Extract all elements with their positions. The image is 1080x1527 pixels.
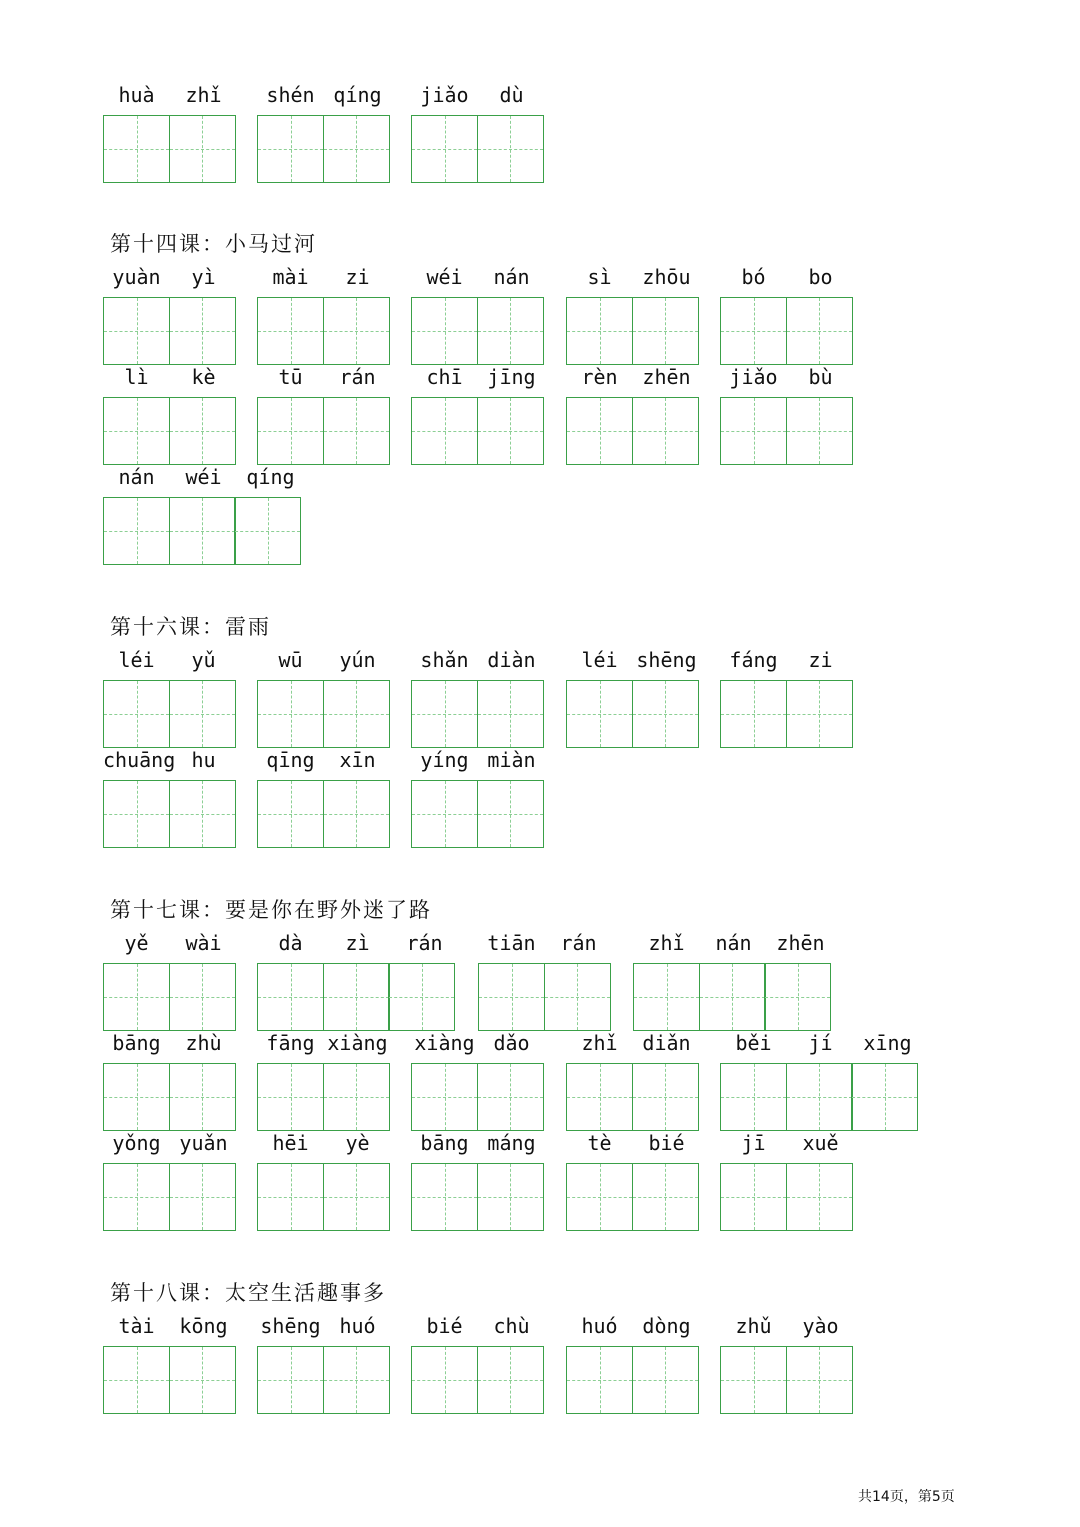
tianzige-writing-box[interactable]	[103, 963, 170, 1031]
word-group	[103, 1130, 237, 1156]
pinyin-label: fáng	[729, 648, 778, 672]
pinyin-label: jiǎo	[420, 83, 469, 107]
word-group	[411, 1130, 545, 1156]
pinyin-label: bié	[426, 1314, 463, 1338]
pinyin-label: zhù	[185, 1031, 222, 1055]
pinyin-label: yuǎn	[179, 1131, 228, 1155]
pinyin-label: xuě	[802, 1131, 839, 1155]
pinyin-label: huó	[339, 1314, 376, 1338]
word-group	[411, 364, 545, 390]
tianzige-writing-box[interactable]	[544, 963, 611, 1031]
tianzige-writing-box[interactable]	[566, 1346, 633, 1414]
pinyin-label: tiān	[487, 931, 536, 955]
pinyin-label: zhǔ	[735, 1314, 772, 1338]
tianzige-writing-box[interactable]	[632, 1063, 699, 1131]
lesson-title: 第十四课：小马过河	[110, 232, 317, 256]
pinyin-label: jī	[741, 1131, 766, 1155]
pinyin-label: běi	[735, 1031, 772, 1055]
pinyin-label: bāng	[112, 1031, 161, 1055]
tianzige-writing-box[interactable]	[720, 297, 787, 365]
pinyin-label: xīn	[339, 748, 376, 772]
word-group	[720, 364, 854, 390]
tianzige-writing-box[interactable]	[103, 1346, 170, 1414]
word-group	[720, 647, 854, 673]
tianzige-writing-box[interactable]	[323, 780, 390, 848]
pinyin-label: zhǐ	[185, 83, 222, 107]
tianzige-writing-box[interactable]	[411, 297, 478, 365]
tianzige-writing-box[interactable]	[786, 297, 853, 365]
pinyin-label: dù	[499, 83, 524, 107]
tianzige-writing-box[interactable]	[257, 680, 324, 748]
pinyin-label: xiàng	[327, 1031, 388, 1055]
tianzige-writing-box[interactable]	[477, 1063, 544, 1131]
pinyin-label: bāng	[420, 1131, 469, 1155]
tianzige-writing-box[interactable]	[477, 780, 544, 848]
tianzige-writing-box[interactable]	[477, 1163, 544, 1231]
pinyin-label: xīng	[863, 1031, 912, 1055]
tianzige-writing-box[interactable]	[169, 497, 236, 565]
tianzige-writing-box[interactable]	[103, 115, 170, 183]
tianzige-writing-box[interactable]	[411, 1346, 478, 1414]
pinyin-label: miàn	[487, 748, 536, 772]
pinyin-label: zhēn	[642, 365, 691, 389]
tianzige-writing-box[interactable]	[257, 397, 324, 465]
tianzige-writing-box[interactable]	[323, 680, 390, 748]
pinyin-label: tū	[278, 365, 303, 389]
tianzige-writing-box[interactable]	[169, 115, 236, 183]
tianzige-writing-box[interactable]	[257, 297, 324, 365]
tianzige-writing-box[interactable]	[169, 963, 236, 1031]
pinyin-label: zhōu	[642, 265, 691, 289]
tianzige-writing-box[interactable]	[720, 1163, 787, 1231]
pinyin-label: jīng	[487, 365, 536, 389]
word-group	[257, 1313, 391, 1339]
tianzige-writing-box[interactable]	[411, 397, 478, 465]
tianzige-writing-box[interactable]	[323, 397, 390, 465]
tianzige-writing-box[interactable]	[103, 297, 170, 365]
tianzige-writing-box[interactable]	[477, 1346, 544, 1414]
pinyin-label: wéi	[185, 465, 222, 489]
word-group	[566, 364, 700, 390]
pinyin-label: shǎn	[420, 648, 469, 672]
pinyin-label: tè	[587, 1131, 612, 1155]
word-group	[103, 1313, 237, 1339]
pinyin-label: rán	[339, 365, 376, 389]
word-group	[720, 264, 854, 290]
tianzige-writing-box[interactable]	[323, 963, 390, 1031]
pinyin-label: kōng	[179, 1314, 228, 1338]
tianzige-writing-box[interactable]	[477, 680, 544, 748]
lesson-title: 第十七课：要是你在野外迷了路	[110, 898, 432, 922]
tianzige-writing-box[interactable]	[103, 497, 170, 565]
tianzige-writing-box[interactable]	[786, 1163, 853, 1231]
tianzige-writing-box[interactable]	[632, 1346, 699, 1414]
pinyin-label: diàn	[487, 648, 536, 672]
tianzige-writing-box[interactable]	[323, 1346, 390, 1414]
word-group	[257, 647, 391, 673]
pinyin-label: shēng	[636, 648, 697, 672]
word-group	[633, 930, 834, 956]
tianzige-writing-box[interactable]	[566, 1063, 633, 1131]
tianzige-writing-box[interactable]	[786, 1063, 853, 1131]
tianzige-writing-box[interactable]	[478, 963, 545, 1031]
word-group	[566, 264, 700, 290]
pinyin-label: hēi	[272, 1131, 309, 1155]
pinyin-label: fāng	[266, 1031, 315, 1055]
word-group	[257, 264, 391, 290]
pinyin-label: bié	[648, 1131, 685, 1155]
tianzige-writing-box[interactable]	[633, 963, 700, 1031]
tianzige-writing-box[interactable]	[851, 1063, 918, 1131]
pinyin-label: tài	[118, 1314, 155, 1338]
word-group	[257, 1130, 391, 1156]
tianzige-writing-box[interactable]	[323, 1063, 390, 1131]
tianzige-writing-box[interactable]	[234, 497, 301, 565]
pinyin-label: léi	[118, 648, 155, 672]
pinyin-label: nán	[715, 931, 752, 955]
pinyin-label: wū	[278, 648, 303, 672]
pinyin-label: chuāng	[103, 748, 176, 772]
pinyin-label: rán	[560, 931, 597, 955]
word-group	[411, 1030, 545, 1056]
pinyin-label: diǎn	[642, 1031, 691, 1055]
pinyin-label: lì	[124, 365, 149, 389]
tianzige-writing-box[interactable]	[169, 780, 236, 848]
word-group	[566, 647, 700, 673]
tianzige-writing-box[interactable]	[699, 963, 766, 1031]
word-group	[103, 647, 237, 673]
tianzige-writing-box[interactable]	[103, 680, 170, 748]
tianzige-writing-box[interactable]	[720, 680, 787, 748]
word-group	[411, 1313, 545, 1339]
word-group	[257, 930, 458, 956]
tianzige-writing-box[interactable]	[632, 1163, 699, 1231]
pinyin-label: zhǐ	[581, 1031, 618, 1055]
pinyin-label: shén	[266, 83, 315, 107]
lesson-title: 第十六课：雷雨	[110, 615, 271, 639]
tianzige-writing-box[interactable]	[786, 680, 853, 748]
tianzige-writing-box[interactable]	[388, 963, 455, 1031]
tianzige-writing-box[interactable]	[323, 297, 390, 365]
word-group	[411, 747, 545, 773]
pinyin-label: hu	[191, 748, 216, 772]
pinyin-label: huà	[118, 83, 155, 107]
tianzige-writing-box[interactable]	[323, 1163, 390, 1231]
tianzige-writing-box[interactable]	[323, 115, 390, 183]
tianzige-writing-box[interactable]	[411, 115, 478, 183]
tianzige-writing-box[interactable]	[103, 1163, 170, 1231]
pinyin-label: wéi	[426, 265, 463, 289]
tianzige-writing-box[interactable]	[169, 397, 236, 465]
tianzige-writing-box[interactable]	[411, 680, 478, 748]
pinyin-label: yíng	[420, 748, 469, 772]
tianzige-writing-box[interactable]	[632, 297, 699, 365]
word-group	[411, 82, 545, 108]
pinyin-label: nán	[493, 265, 530, 289]
pinyin-label: léi	[581, 648, 618, 672]
pinyin-label: dà	[278, 931, 303, 955]
tianzige-writing-box[interactable]	[103, 780, 170, 848]
pinyin-label: qíng	[333, 83, 382, 107]
lesson-title: 第十八课：太空生活趣事多	[110, 1281, 386, 1305]
pinyin-label: rán	[406, 931, 443, 955]
pinyin-label: zi	[345, 265, 370, 289]
word-group	[566, 1313, 700, 1339]
pinyin-label: dòng	[642, 1314, 691, 1338]
tianzige-writing-box[interactable]	[169, 1063, 236, 1131]
tianzige-writing-box[interactable]	[103, 397, 170, 465]
pinyin-label: nán	[118, 465, 155, 489]
pinyin-label: dǎo	[493, 1031, 530, 1055]
pinyin-label: mài	[272, 265, 309, 289]
tianzige-writing-box[interactable]	[477, 297, 544, 365]
word-group	[411, 264, 545, 290]
tianzige-writing-box[interactable]	[411, 1063, 478, 1131]
pinyin-label: bù	[808, 365, 833, 389]
tianzige-writing-box[interactable]	[257, 780, 324, 848]
pinyin-label: chù	[493, 1314, 530, 1338]
word-group	[411, 647, 545, 673]
pinyin-label: yě	[124, 931, 149, 955]
tianzige-writing-box[interactable]	[566, 297, 633, 365]
pinyin-label: sì	[587, 265, 612, 289]
pinyin-label: zhǐ	[648, 931, 685, 955]
pinyin-label: bó	[741, 265, 766, 289]
pinyin-label: rèn	[581, 365, 618, 389]
tianzige-writing-box[interactable]	[720, 1063, 787, 1131]
tianzige-writing-box[interactable]	[169, 1346, 236, 1414]
word-group	[257, 82, 391, 108]
page-footer: 共14页，第5页	[858, 1489, 955, 1505]
pinyin-label: máng	[487, 1131, 536, 1155]
word-group	[257, 1030, 391, 1056]
tianzige-writing-box[interactable]	[632, 680, 699, 748]
pinyin-label: chī	[426, 365, 463, 389]
tianzige-writing-box[interactable]	[632, 397, 699, 465]
word-group	[103, 264, 237, 290]
pinyin-label: zhēn	[776, 931, 825, 955]
pinyin-label: xiàng	[414, 1031, 475, 1055]
pinyin-label: jiǎo	[729, 365, 778, 389]
tianzige-writing-box[interactable]	[411, 780, 478, 848]
word-group	[566, 1030, 700, 1056]
tianzige-writing-box[interactable]	[103, 1063, 170, 1131]
tianzige-writing-box[interactable]	[764, 963, 831, 1031]
tianzige-writing-box[interactable]	[257, 1163, 324, 1231]
tianzige-writing-box[interactable]	[720, 397, 787, 465]
pinyin-label: bo	[808, 265, 833, 289]
pinyin-label: yuàn	[112, 265, 161, 289]
tianzige-writing-box[interactable]	[169, 680, 236, 748]
word-group	[720, 1130, 854, 1156]
pinyin-label: kè	[191, 365, 216, 389]
word-group	[566, 1130, 700, 1156]
word-group	[720, 1030, 921, 1056]
tianzige-writing-box[interactable]	[566, 680, 633, 748]
tianzige-writing-box[interactable]	[477, 397, 544, 465]
word-group	[103, 364, 237, 390]
word-group	[720, 1313, 854, 1339]
tianzige-writing-box[interactable]	[257, 1346, 324, 1414]
pinyin-label: yún	[339, 648, 376, 672]
word-group	[257, 364, 391, 390]
tianzige-writing-box[interactable]	[169, 297, 236, 365]
tianzige-writing-box[interactable]	[566, 1163, 633, 1231]
word-group	[103, 930, 237, 956]
tianzige-writing-box[interactable]	[257, 115, 324, 183]
pinyin-label: qīng	[266, 748, 315, 772]
tianzige-writing-box[interactable]	[786, 397, 853, 465]
tianzige-writing-box[interactable]	[257, 963, 324, 1031]
pinyin-label: qíng	[246, 465, 295, 489]
pinyin-label: yào	[802, 1314, 839, 1338]
word-group	[103, 464, 304, 490]
pinyin-label: zi	[808, 648, 833, 672]
pinyin-label: shēng	[260, 1314, 321, 1338]
pinyin-label: yǔ	[191, 648, 216, 672]
tianzige-writing-box[interactable]	[169, 1163, 236, 1231]
word-group	[103, 82, 237, 108]
word-group	[257, 747, 391, 773]
tianzige-writing-box[interactable]	[566, 397, 633, 465]
word-group	[103, 747, 237, 773]
tianzige-writing-box[interactable]	[257, 1063, 324, 1131]
tianzige-writing-box[interactable]	[786, 1346, 853, 1414]
word-group	[103, 1030, 237, 1056]
pinyin-label: huó	[581, 1314, 618, 1338]
pinyin-label: jí	[808, 1031, 833, 1055]
word-group	[478, 930, 612, 956]
tianzige-writing-box[interactable]	[477, 115, 544, 183]
tianzige-writing-box[interactable]	[720, 1346, 787, 1414]
pinyin-label: wài	[185, 931, 222, 955]
pinyin-label: yì	[191, 265, 216, 289]
tianzige-writing-box[interactable]	[411, 1163, 478, 1231]
pinyin-label: yè	[345, 1131, 370, 1155]
pinyin-label: zì	[345, 931, 370, 955]
pinyin-label: yǒng	[112, 1131, 161, 1155]
